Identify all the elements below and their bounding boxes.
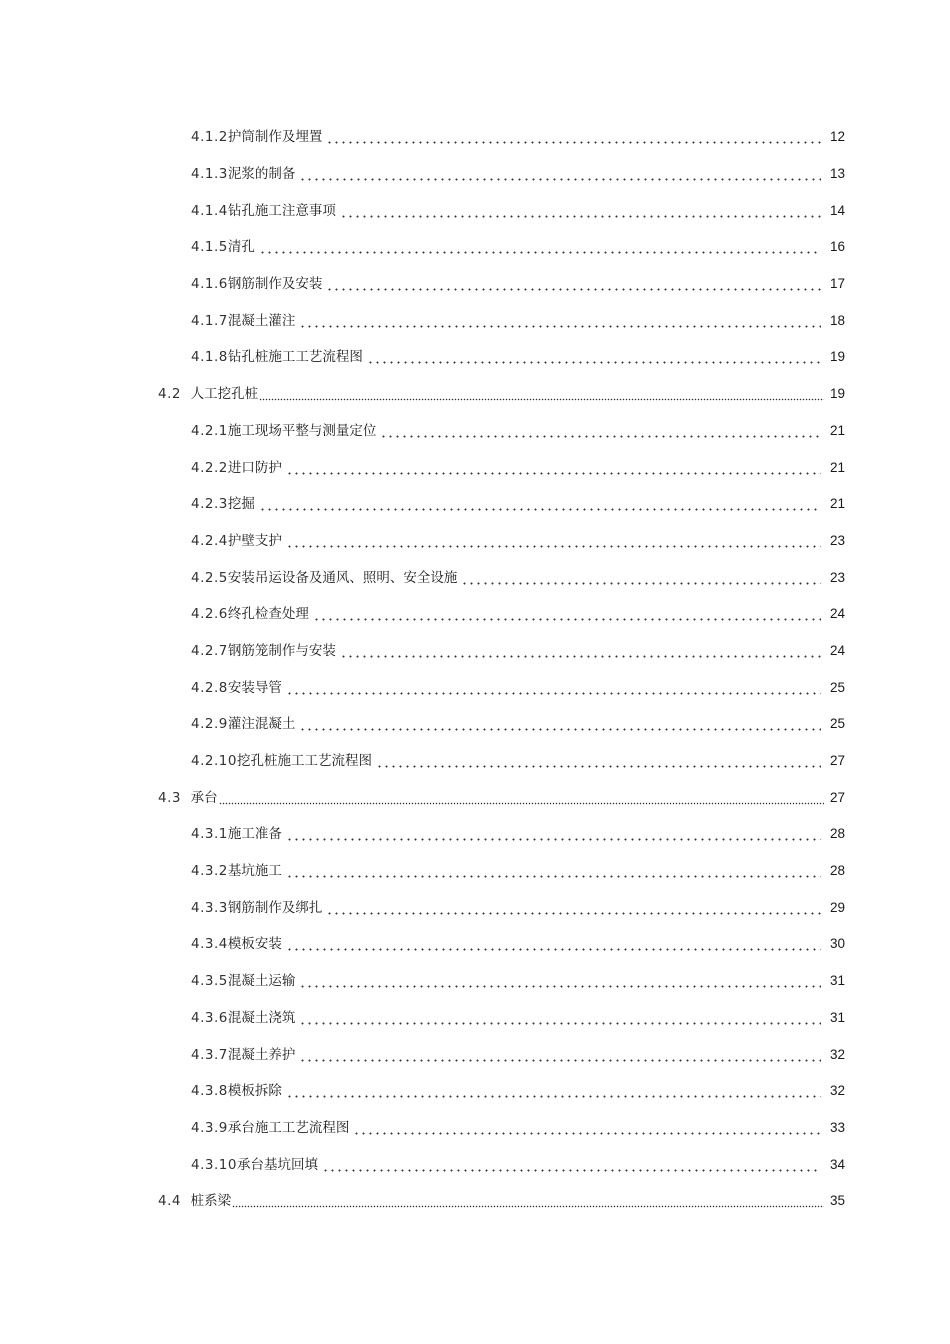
dot-leader [322, 1158, 821, 1172]
toc-entry-title: 桩系梁 [190, 1193, 232, 1210]
toc-entry[interactable] [0, 779, 950, 816]
dot-leader [232, 1194, 824, 1208]
toc-entry-title: 钢筋制作及绑扎 [227, 899, 323, 916]
toc-entry-page-number: 14 [829, 202, 845, 218]
dot-leader [259, 387, 824, 401]
toc-entry-title: 承台 [190, 789, 218, 806]
toc-entry-page-number: 27 [829, 789, 845, 805]
toc-entry[interactable] [0, 119, 950, 156]
toc-entry-number: 4.3.9 [191, 1119, 228, 1136]
dot-leader [326, 130, 821, 144]
dot-leader [461, 571, 821, 585]
toc-entry-title: 承台基坑回填 [236, 1156, 318, 1173]
toc-entry-number: 4.2.4 [191, 532, 228, 549]
toc-entry[interactable] [0, 1036, 950, 1073]
toc-entry-number: 4.3.1 [191, 826, 228, 843]
toc-entry-page-number: 28 [829, 863, 845, 879]
toc-entry-title: 模板安装 [227, 936, 282, 953]
dot-leader [340, 644, 821, 658]
toc-entry-title: 挖掘 [227, 496, 255, 513]
toc-entry-page-number: 31 [829, 973, 845, 989]
toc-entry[interactable] [0, 963, 950, 1000]
toc-entry[interactable] [0, 413, 950, 450]
dot-leader [286, 681, 821, 695]
toc-entry[interactable] [0, 156, 950, 193]
dot-leader [299, 717, 821, 731]
toc-entry-page-number: 27 [829, 753, 845, 769]
toc-entry[interactable] [0, 1000, 950, 1037]
toc-entry[interactable] [0, 376, 950, 413]
toc-entry-number: 4.1.2 [191, 129, 228, 146]
toc-entry-page-number: 23 [829, 532, 845, 548]
toc-entry-page-number: 21 [829, 496, 845, 512]
toc-entry-page-number: 32 [829, 1083, 845, 1099]
toc-entry-number: 4.2.3 [191, 496, 228, 513]
toc-entry-title: 施工现场平整与测量定位 [227, 422, 377, 439]
dot-leader [299, 314, 821, 328]
toc-entry-number: 4.3.6 [191, 1009, 228, 1026]
toc-entry-title: 混凝土养护 [227, 1046, 296, 1063]
toc-entry[interactable] [0, 559, 950, 596]
toc-entry-page-number: 34 [829, 1156, 845, 1172]
toc-entry-number: 4.1.7 [191, 312, 228, 329]
dot-leader [286, 937, 821, 951]
toc-entry-number: 4.3 [158, 789, 181, 806]
toc-entry-number: 4.1.3 [191, 166, 228, 183]
dot-leader [367, 350, 821, 364]
toc-entry-page-number: 17 [829, 276, 845, 292]
toc-entry-title: 安装吊运设备及通风、照明、安全设施 [227, 569, 458, 586]
toc-entry-number: 4.4 [158, 1193, 181, 1210]
toc-entry[interactable] [0, 926, 950, 963]
toc-entry-number: 4.2.1 [191, 422, 228, 439]
toc-entry-page-number: 33 [829, 1119, 845, 1135]
toc-entry-title: 钢筋笼制作与安装 [227, 642, 336, 659]
toc-entry[interactable] [0, 1146, 950, 1183]
dot-leader [380, 424, 821, 438]
toc-entry-title: 钻孔桩施工工艺流程图 [227, 349, 363, 366]
dot-leader [286, 827, 821, 841]
toc-entry[interactable] [0, 853, 950, 890]
toc-entry-page-number: 25 [829, 679, 845, 695]
dot-leader [286, 534, 821, 548]
toc-entry-page-number: 21 [829, 459, 845, 475]
toc-entry[interactable] [0, 889, 950, 926]
toc-entry-title: 护筒制作及埋置 [227, 129, 323, 146]
toc-entry-page-number: 18 [829, 312, 845, 328]
dot-leader [299, 1048, 821, 1062]
dot-leader [313, 607, 821, 621]
toc-entry-page-number: 19 [829, 349, 845, 365]
toc-entry[interactable] [0, 816, 950, 853]
toc-entry-title: 护壁支护 [227, 532, 282, 549]
toc-entry-page-number: 21 [829, 422, 845, 438]
toc-entry-number: 4.1.4 [191, 202, 228, 219]
toc-entry-number: 4.2.5 [191, 569, 228, 586]
toc-entry-page-number: 19 [829, 386, 845, 402]
toc-entry[interactable] [0, 486, 950, 523]
toc-entry-number: 4.2.8 [191, 679, 228, 696]
toc-entry[interactable] [0, 449, 950, 486]
toc-entry-number: 4.3.5 [191, 973, 228, 990]
toc-entry[interactable] [0, 596, 950, 633]
toc-entry[interactable] [0, 1073, 950, 1110]
toc-entry-number: 4.1.8 [191, 349, 228, 366]
toc-entry-number: 4.2.6 [191, 606, 228, 623]
table-of-contents [0, 119, 950, 1220]
toc-entry[interactable] [0, 1183, 950, 1220]
toc-entry[interactable] [0, 339, 950, 376]
toc-entry-title: 清孔 [227, 239, 255, 256]
dot-leader [286, 864, 821, 878]
toc-entry-title: 人工挖孔桩 [190, 386, 259, 403]
dot-leader [353, 1121, 821, 1135]
toc-entry[interactable] [0, 743, 950, 780]
toc-entry-number: 4.2.2 [191, 459, 228, 476]
toc-entry-title: 进口防护 [227, 459, 282, 476]
toc-entry-page-number: 24 [829, 642, 845, 658]
toc-entry-title: 泥浆的制备 [227, 166, 296, 183]
dot-leader [259, 497, 821, 511]
toc-entry-page-number: 24 [829, 606, 845, 622]
toc-entry-page-number: 35 [829, 1193, 845, 1209]
dot-leader [340, 204, 821, 218]
toc-entry[interactable] [0, 229, 950, 266]
dot-leader [299, 974, 821, 988]
toc-entry-number: 4.3.10 [191, 1156, 237, 1173]
toc-entry[interactable] [0, 266, 950, 303]
toc-entry-number: 4.3.2 [191, 863, 228, 880]
toc-entry-title: 混凝土运输 [227, 973, 296, 990]
toc-entry-title: 安装导管 [227, 679, 282, 696]
toc-entry-page-number: 12 [829, 129, 845, 145]
dot-leader [286, 1084, 821, 1098]
toc-entry-page-number: 30 [829, 936, 845, 952]
toc-entry-title: 模板拆除 [227, 1083, 282, 1100]
toc-entry-page-number: 23 [829, 569, 845, 585]
toc-entry-title: 终孔检查处理 [227, 606, 309, 623]
toc-entry[interactable] [0, 523, 950, 560]
dot-leader [326, 277, 821, 291]
toc-entry-title: 混凝土灌注 [227, 312, 296, 329]
toc-entry[interactable] [0, 302, 950, 339]
dot-leader [286, 461, 821, 475]
toc-entry-number: 4.3.4 [191, 936, 228, 953]
toc-entry-page-number: 13 [829, 166, 845, 182]
toc-entry-title: 挖孔桩施工工艺流程图 [236, 753, 372, 770]
toc-entry-page-number: 31 [829, 1009, 845, 1025]
toc-entry-number: 4.2.10 [191, 753, 237, 770]
toc-entry-number: 4.1.6 [191, 276, 228, 293]
toc-entry-title: 施工准备 [227, 826, 282, 843]
toc-entry-title: 基坑施工 [227, 863, 282, 880]
toc-entry[interactable] [0, 633, 950, 670]
toc-entry-title: 承台施工工艺流程图 [227, 1119, 350, 1136]
toc-entry-number: 4.1.5 [191, 239, 228, 256]
dot-leader [299, 1011, 821, 1025]
toc-entry-number: 4.3.7 [191, 1046, 228, 1063]
toc-entry-number: 4.3.8 [191, 1083, 228, 1100]
dot-leader [376, 754, 821, 768]
toc-entry-title: 灌注混凝土 [227, 716, 296, 733]
toc-entry-page-number: 25 [829, 716, 845, 732]
toc-entry-page-number: 32 [829, 1046, 845, 1062]
toc-entry-page-number: 16 [829, 239, 845, 255]
dot-leader [219, 791, 824, 805]
toc-entry[interactable] [0, 192, 950, 229]
dot-leader [326, 901, 821, 915]
toc-entry[interactable] [0, 669, 950, 706]
toc-entry-page-number: 29 [829, 899, 845, 915]
toc-entry-title: 混凝土浇筑 [227, 1009, 296, 1026]
toc-entry-page-number: 28 [829, 826, 845, 842]
toc-entry-number: 4.2.7 [191, 642, 228, 659]
dot-leader [259, 240, 821, 254]
toc-entry-number: 4.3.3 [191, 899, 228, 916]
toc-entry-number: 4.2.9 [191, 716, 228, 733]
toc-entry-number: 4.2 [158, 386, 181, 403]
toc-entry-title: 钢筋制作及安装 [227, 276, 323, 293]
toc-entry[interactable] [0, 706, 950, 743]
dot-leader [299, 167, 821, 181]
toc-entry-title: 钻孔施工注意事项 [227, 202, 336, 219]
toc-entry[interactable] [0, 1110, 950, 1147]
